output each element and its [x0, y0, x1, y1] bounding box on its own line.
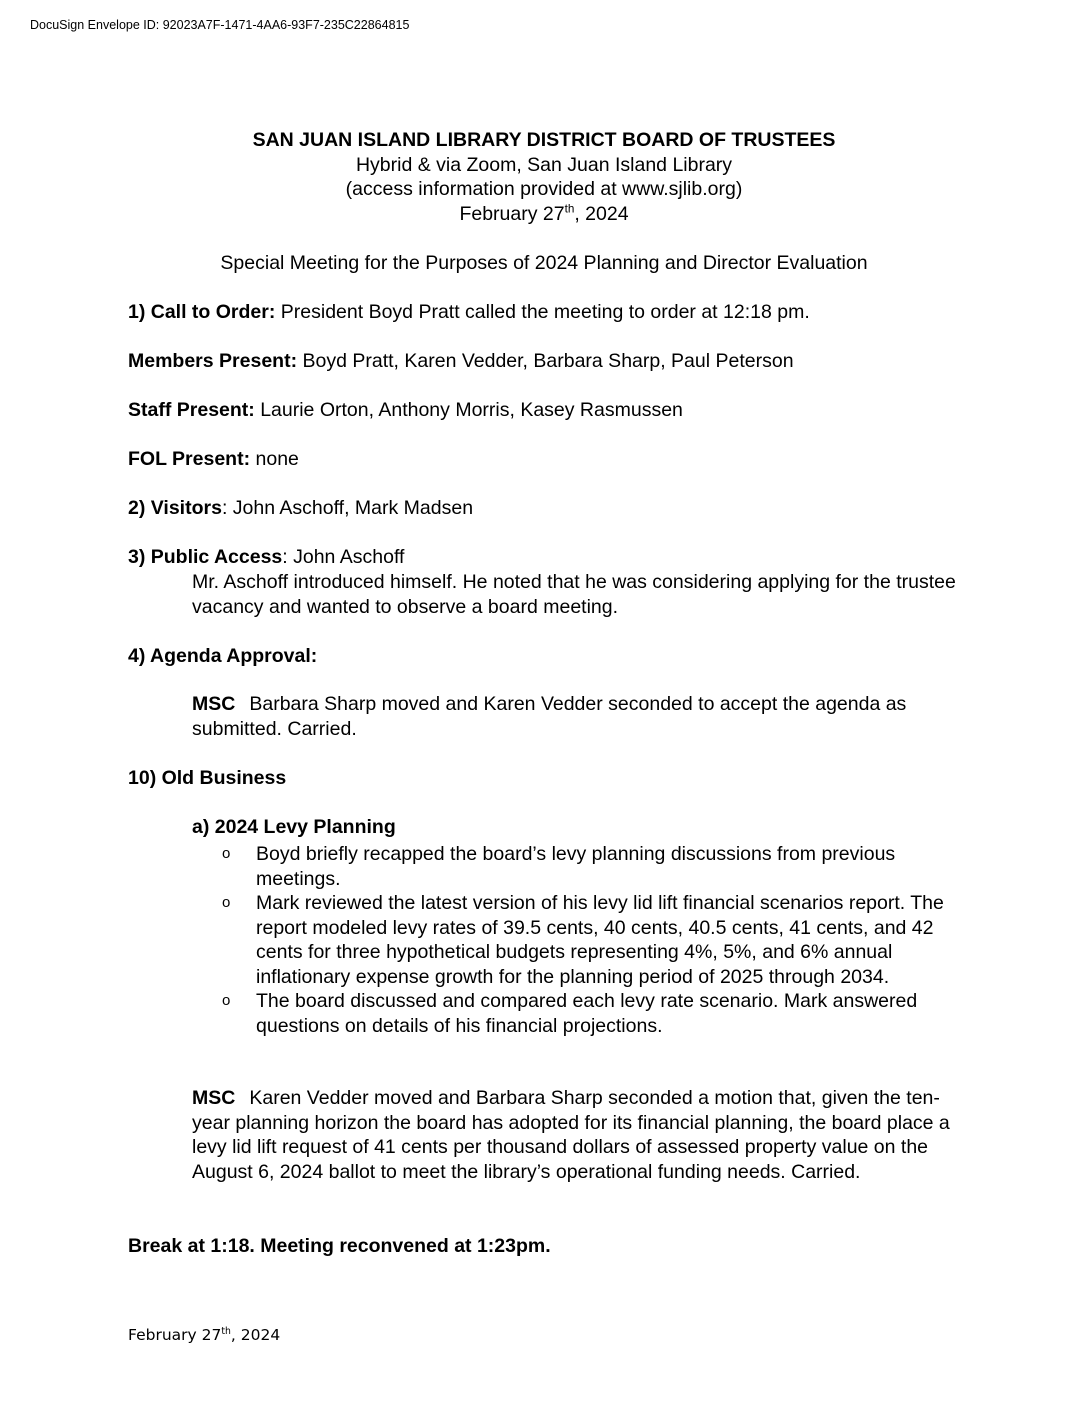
document-header — [0, 128, 1088, 226]
members-present: Members Present: Boyd Pratt, Karen Vedder, Barbara Sharp, Paul Peterson — [128, 350, 794, 372]
public-access-detail: Mr. Aschoff introduced himself. He noted that he was considering applying for the trustee vacancy and wanted to observe a board meeting. — [192, 571, 956, 618]
call-to-order: 1) Call to Order: President Boyd Pratt called the meeting to order at 12:18 pm. — [128, 301, 810, 323]
levy-motion: MSC Karen Vedder moved and Barbara Sharp seconded a motion that, given the ten-year planning horizon the board has adopted for its financial planning, the board place a levy lid lift request of 41 cents per thousand dollars of assessed property value on the August 6, 2024 ballot to meet the library’s operational funding needs. Carried. — [192, 1087, 950, 1183]
footer-date: February 27th, 2024 — [128, 1325, 281, 1344]
list-item: o The board discussed and compared each levy rate scenario. Mark answered questions on details of his financial projections. — [222, 990, 918, 1037]
visitors: 2) Visitors: John Aschoff, Mark Madsen — [128, 497, 474, 519]
access-info: (access information provided at www.sjlib.org) — [345, 178, 743, 200]
agenda-approval-heading: 4) Agenda Approval: — [128, 645, 318, 667]
circle-bullet-icon: o — [222, 894, 231, 911]
list-item: o Mark reviewed the latest version of his levy lid lift financial scenarios report. The report modeled levy rates of 39.5 cents, 40 cents, 40.5 cents, 41 cents, and 42 cents for three hypothetical budgets representing 4%, 5%, and 6% annual inflationary expense growth for the planning period of 2025 through 2034. — [222, 892, 944, 988]
circle-bullet-icon: o — [222, 992, 231, 1009]
docusign-envelope-id: DocuSign Envelope ID: 92023A7F-1471-4AA6-93F7-235C22864815 — [30, 18, 410, 32]
meeting-date: February 27th, 2024 — [459, 202, 629, 225]
levy-planning-heading: a) 2024 Levy Planning — [192, 816, 396, 838]
agenda-approval-motion: MSC Barbara Sharp moved and Karen Vedder seconded to accept the agenda as submitted. Carried. — [192, 693, 907, 740]
staff-present: Staff Present: Laurie Orton, Anthony Morris, Kasey Rasmussen — [128, 399, 683, 421]
public-access: 3) Public Access: John Aschoff — [128, 546, 405, 568]
meeting-location: Hybrid & via Zoom, San Juan Island Library — [355, 153, 733, 176]
list-item: o Boyd briefly recapped the board’s levy planning discussions from previous meetings. — [222, 843, 896, 890]
meeting-purpose: Special Meeting for the Purposes of 2024 Planning and Director Evaluation — [220, 252, 868, 274]
break-note: Break at 1:18. Meeting reconvened at 1:23pm. — [128, 1235, 551, 1257]
old-business-heading: 10) Old Business — [128, 767, 287, 789]
board-title: SAN JUAN ISLAND LIBRARY DISTRICT BOARD OF TRUSTEES — [252, 129, 836, 151]
circle-bullet-icon: o — [222, 845, 231, 862]
fol-present: FOL Present: none — [128, 448, 299, 470]
levy-planning-bullets — [220, 842, 970, 1038]
